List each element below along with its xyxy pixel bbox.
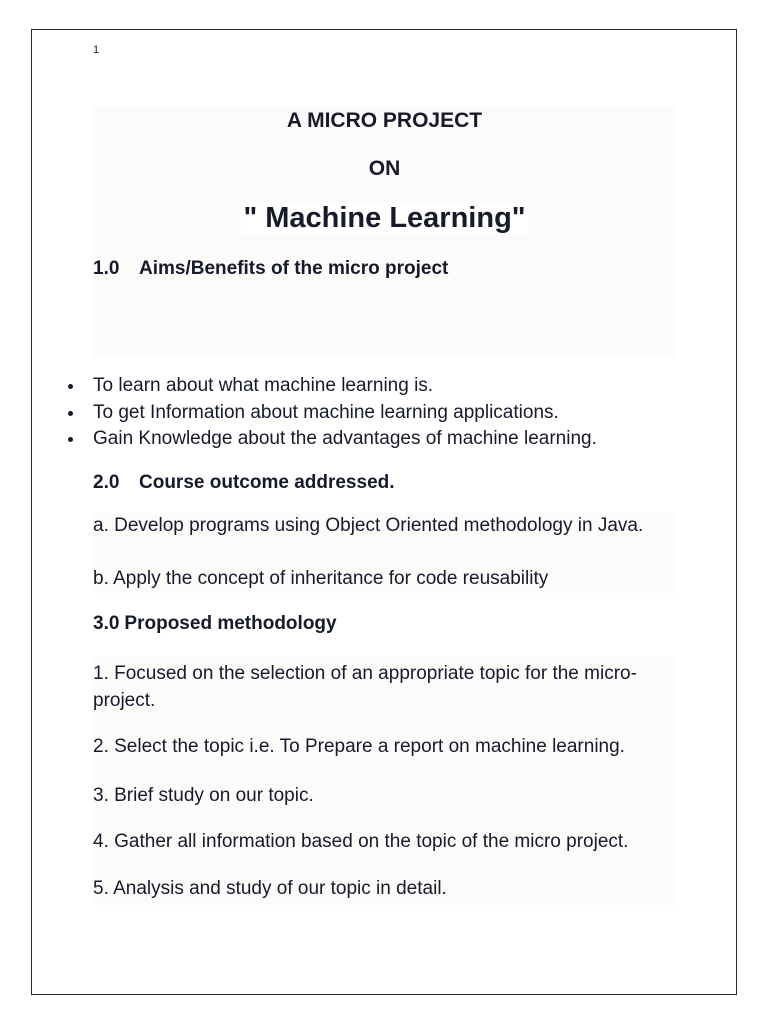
methodology-step-5: 5. Analysis and study of our topic in detail. <box>93 878 447 899</box>
list-item-text: Gain Knowledge about the advantages of machine learning. <box>93 428 597 449</box>
methodology-step-4: 4. Gather all information based on the topic of the micro project. <box>93 831 629 852</box>
section-1-title: Aims/Benefits of the micro project <box>139 258 449 279</box>
section-1-number: 1.0 <box>93 258 120 279</box>
section-2-title: Course outcome addressed. <box>139 472 395 493</box>
section-3-heading <box>93 613 337 635</box>
section-3-title: Proposed methodology <box>124 613 337 634</box>
bullet-icon <box>68 437 73 442</box>
title-line-2: ON <box>368 157 401 180</box>
section-3-number: 3.0 <box>93 613 120 634</box>
section-2-number: 2.0 <box>93 472 120 493</box>
course-outcome-a: a. Develop programs using Object Oriented methodology in Java. <box>93 515 644 536</box>
course-outcome-b: b. Apply the concept of inheritance for code reusability <box>93 568 549 589</box>
project-title-text: " Machine Learning" <box>243 202 526 234</box>
methodology-step-1: 1. Focused on the selection of an appropriate topic for the micro-project. <box>93 663 637 711</box>
list-item <box>66 400 597 427</box>
methodology-step-2: 2. Select the topic i.e. To Prepare a report on machine learning. <box>93 736 625 757</box>
title-line-1: A MICRO PROJECT <box>286 109 483 132</box>
methodology-step-3: 3. Brief study on our topic. <box>93 785 314 806</box>
project-title <box>93 202 676 235</box>
section-2-heading <box>93 472 395 494</box>
list-item-text: To learn about what machine learning is. <box>93 375 434 396</box>
list-item-text: To get Information about machine learning applications. <box>93 401 559 423</box>
aims-bullet-list <box>66 373 597 453</box>
list-item <box>66 426 597 453</box>
bullet-icon <box>68 411 73 416</box>
bullet-icon <box>68 384 73 389</box>
section-1-heading <box>93 258 448 280</box>
page-number: 1 <box>93 44 100 56</box>
list-item <box>66 373 597 400</box>
